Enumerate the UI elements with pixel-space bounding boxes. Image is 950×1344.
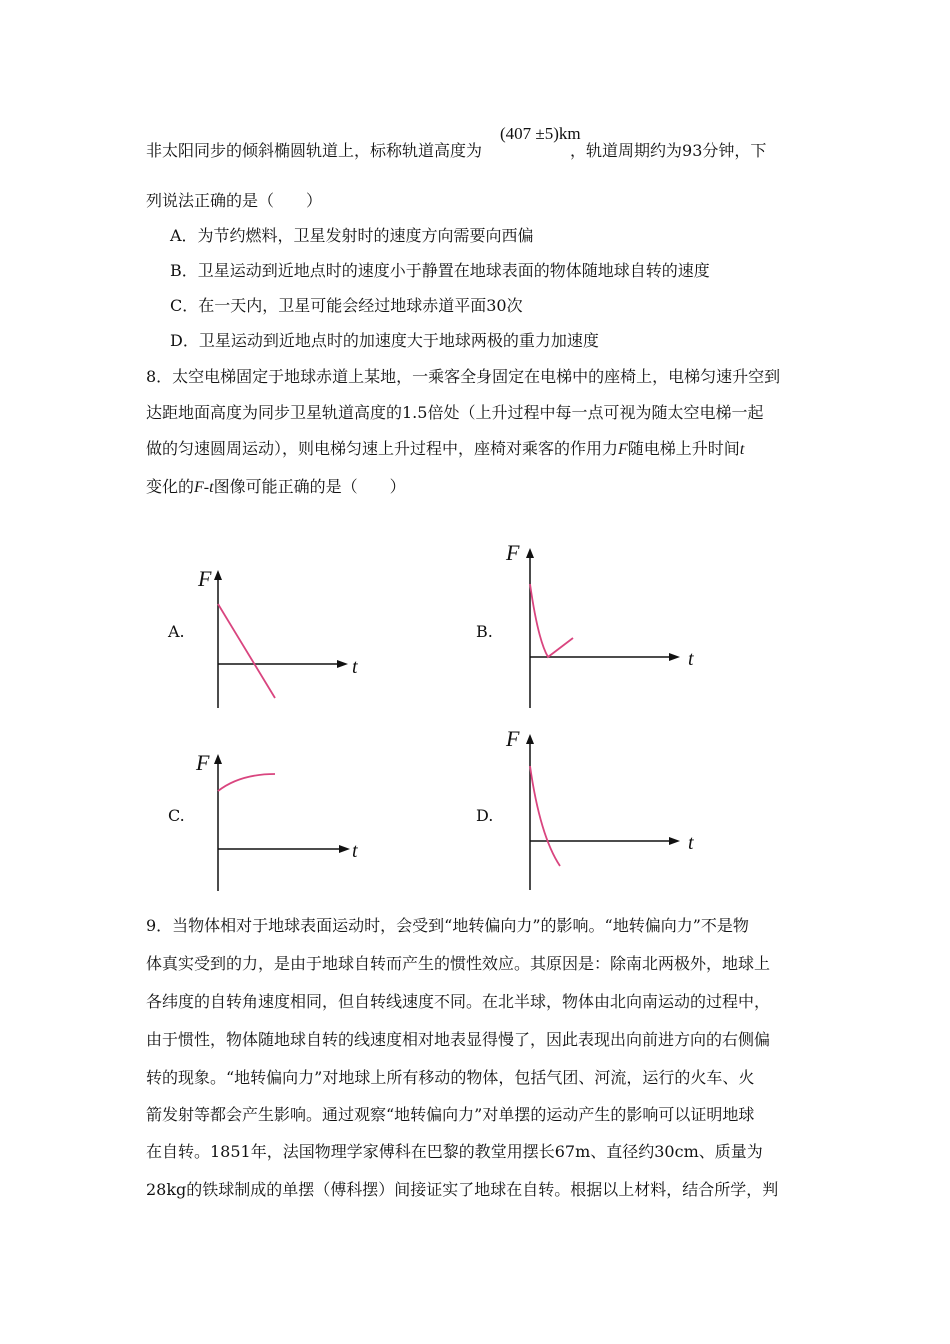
q9-line-5: 转的现象。“地转偏向力”对地球上所有移动的物体，包括气团、河流，运行的火车、火 (146, 1068, 755, 1087)
graph-a-y-arrow (214, 570, 222, 580)
q7-option-d: D．卫星运动到近地点时的加速度大于地球两极的重力加速度 (170, 331, 599, 350)
graph-b-curve (530, 584, 573, 657)
q7-line-1 (146, 140, 766, 162)
graph-c-curve (218, 774, 275, 791)
graph-a-x-label: t (352, 656, 358, 678)
graph-d-x-arrow (669, 837, 680, 845)
graph-c-y-arrow (214, 754, 222, 764)
q7-option-c: C．在一天内，卫星可能会经过地球赤道平面30次 (170, 296, 523, 315)
q8-line-4-b: 图像可能正确的是（ ） (213, 477, 406, 496)
graph-c-svg (190, 746, 380, 896)
q9-line-7: 在自转。1851年，法国物理学家傅科在巴黎的教堂用摆长67m、直径约30cm、质量为 (146, 1142, 763, 1161)
graph-d-svg (500, 726, 700, 896)
graph-b (500, 540, 700, 710)
q8-line-3-text: 做的匀速圆周运动），则电梯匀速上升过程中，座椅对乘客的作用力 (146, 439, 619, 458)
graph-c (190, 746, 380, 896)
q8-line-1: 8．太空电梯固定于地球赤道上某地，一乘客全身固定在电梯中的座椅上，电梯匀速升空到 (146, 367, 781, 386)
q9-line-1: 9．当物体相对于地球表面运动时，会受到“地转偏向力”的影响。“地转偏向力”不是物 (146, 916, 749, 935)
q8-line-4-a: 变化的 (146, 477, 195, 496)
q7-line-2: 列说法正确的是（ ） (146, 191, 323, 210)
graph-a-curve (218, 604, 275, 698)
q7-line-1-after: ，轨道周期约为93分钟，下 (570, 141, 767, 160)
graph-b-label: B. (476, 622, 493, 641)
graph-d-y-label: F (506, 726, 520, 751)
graph-b-x-label: t (688, 648, 694, 670)
q9-line-6: 箭发射等都会产生影响。通过观察“地转偏向力”对单摆的运动产生的影响可以证明地球 (146, 1105, 755, 1124)
q8-line-3-mid: 随电梯上升时间 (627, 439, 740, 458)
q8-var-f: F (618, 441, 628, 458)
q9-line-4: 由于惯性，物体随地球自转的线速度相对地表显得慢了，因此表现出向前进方向的右侧偏 (146, 1030, 771, 1049)
graph-d-label: D. (476, 806, 494, 825)
graph-a-label: A. (168, 622, 185, 641)
q7-option-b: B．卫星运动到近地点时的速度小于静置在地球表面的物体随地球自转的速度 (170, 261, 710, 280)
graph-b-y-label: F (506, 540, 520, 565)
q7-option-a: A．为节约燃料，卫星发射时的速度方向需要向西偏 (170, 226, 534, 245)
orbit-height-formula: (407 ±5)km (500, 124, 581, 143)
q8-var-t: t (739, 441, 745, 458)
graph-a-svg (190, 560, 380, 715)
q8-line-3 (146, 438, 744, 461)
graph-d-x-label: t (688, 832, 694, 854)
graph-a-x-arrow (337, 660, 348, 668)
graph-d (500, 726, 700, 896)
graph-a (190, 560, 380, 715)
graph-b-svg (500, 540, 700, 710)
graph-b-x-arrow (669, 653, 680, 661)
graph-d-curve (530, 766, 560, 866)
q7-line-1-before: 非太阳同步的倾斜椭圆轨道上，标称轨道高度为 (146, 141, 483, 160)
graph-c-x-arrow (339, 845, 350, 853)
graph-c-label: C. (168, 806, 185, 825)
graph-a-y-label: F (198, 566, 212, 591)
q8-line-2: 达距地面高度为同步卫星轨道高度的1.5倍处（上升过程中每一点可视为随太空电梯一起 (146, 403, 764, 422)
q9-line-2: 体真实受到的力，是由于地球自转而产生的惯性效应。其原因是：除南北两极外，地球上 (146, 954, 771, 973)
graph-d-y-arrow (526, 734, 534, 744)
q8-line-4 (146, 476, 406, 499)
q8-var-ft: F-t (194, 479, 214, 496)
graph-b-y-arrow (526, 548, 534, 558)
q9-line-8: 28kg的铁球制成的单摆（傅科摆）间接证实了地球在自转。根据以上材料，结合所学，判 (146, 1180, 779, 1199)
graph-c-y-label: F (196, 750, 210, 775)
q9-line-3: 各纬度的自转角速度相同，但自转线速度不同。在北半球，物体由北向南运动的过程中， (146, 992, 771, 1011)
graph-c-x-label: t (352, 840, 358, 862)
